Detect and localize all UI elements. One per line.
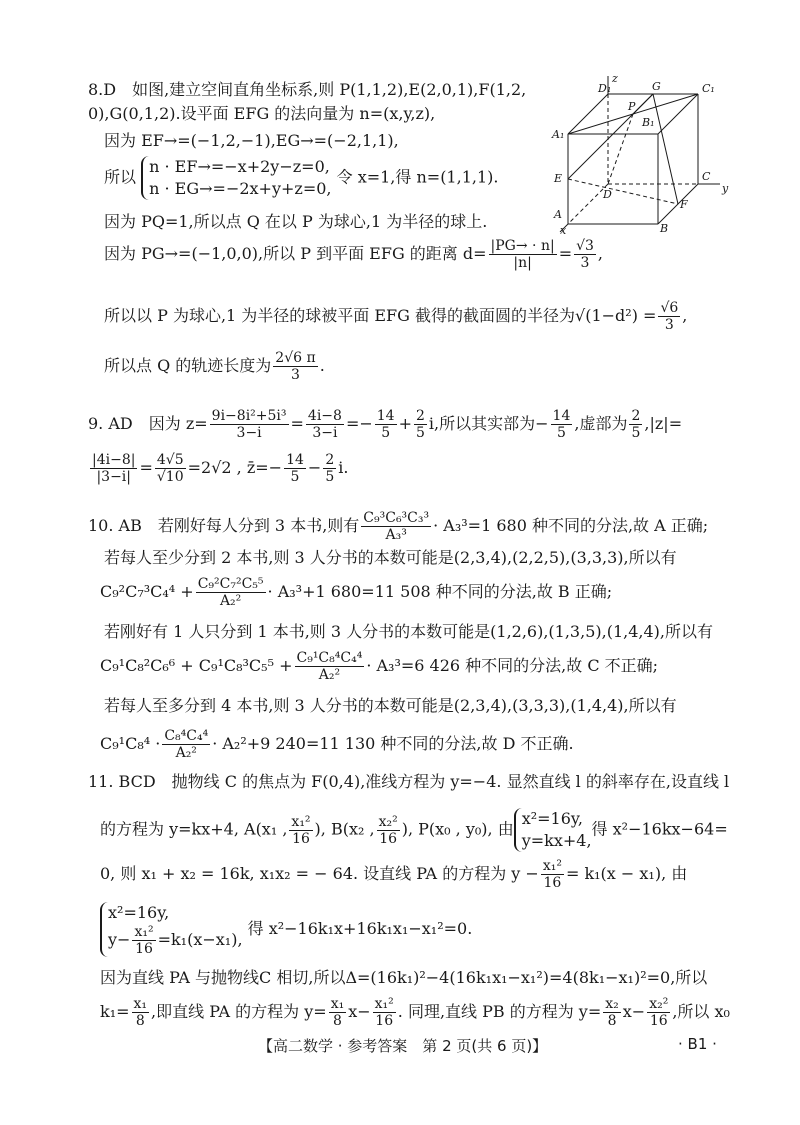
q10-frac-4: $\frac{\text{C₈⁴C₄⁴}}{\text{A₂²}}$: [164, 728, 209, 761]
q8-line-5: 因为 PQ=1,所以点 Q 在以 P 为球心,1 为半径的球上.: [104, 212, 488, 231]
q8-equation-system: [141, 156, 331, 200]
q9-frac-8: $\frac{4√5}{√10}$: [156, 452, 184, 485]
q11-system-2: x²=16y, y− $\frac{\text{x₁²}}{16}$ =k₁(x−x₁),: [100, 902, 243, 957]
q11-frac-7: $\frac{\text{x₁²}}{16}$: [374, 996, 394, 1029]
q8-eq-1: n · EF→=−x+2y−z=0,: [149, 157, 330, 176]
q11-frac-5: $\frac{\text{x₁}}{8}$: [133, 996, 148, 1029]
svg-text:A₁: A₁: [552, 128, 565, 141]
svg-text:D₁: D₁: [598, 82, 612, 95]
q10-frac-1: $\frac{\text{C₉³C₆³C₃³}}{\text{A₃³}}$: [363, 510, 430, 543]
q9-frac-4: $\frac{2}{5}$: [416, 408, 425, 441]
q9-frac-10: $\frac{2}{5}$: [325, 452, 335, 485]
q8-line-2: 0),G(0,1,2).设平面 EFG 的法向量为 n=(x,y,z),: [88, 104, 436, 123]
q9-line-1: 9. AD 因为 z= $\frac{\text{9i−8i²+5i³}}{3-i}$ = $\frac{4i-8}{3-i}$ =− $\frac{14}{5}$ + $\frac{2}{5}$ i,所以其实部为− $\frac{14}{5}$ ,虚部为 $\frac{2}{5}$ ,|z|=: [88, 408, 683, 441]
q8-length-value: $\frac{2√6 \pi}{3}$: [275, 350, 316, 383]
cube-diagram: [548, 74, 736, 234]
q8-radius-value: $\frac{√6}{3}$: [660, 300, 679, 333]
q11-frac-9: $\frac{\text{x₂²}}{16}$: [649, 996, 669, 1029]
svg-text:y: y: [722, 182, 729, 195]
q10-line-3: C₉²C₇³C₄⁴ + $\frac{\text{C₉²C₇²C₅⁵}}{\text{A₂²}}$ · A₃³+1 680=11 508 种不同的分法,故 B 正确;: [100, 576, 613, 609]
q11-system-1: x²=16y, y=kx+4,: [514, 808, 592, 852]
q8-distance-value: $\frac{√3}{3}$: [576, 238, 594, 271]
q10-frac-3: $\frac{\text{C₉¹C₈⁴C₄⁴}}{\text{A₂²}}$: [296, 650, 363, 683]
svg-text:F: F: [680, 198, 688, 211]
q9-frac-5: $\frac{14}{5}$: [552, 408, 571, 441]
q10-line-6: 若每人至多分到 4 本书,则 3 人分书的本数可能是(2,3,4),(3,3,3),(1,4,4),所以有: [104, 696, 677, 715]
svg-text:B: B: [660, 222, 669, 234]
svg-text:C: C: [702, 170, 711, 183]
q10-line-4: 若刚好有 1 人只分到 1 本书,则 3 人分书的本数可能是(1,2,6),(1,3,5),(1,4,4),所以有: [104, 622, 713, 641]
q8-let-x: 令 x=1,得 n=(1,1,1).: [336, 167, 499, 187]
q8-line-4: [104, 156, 498, 200]
q11-line-1: 11. BCD 抛物线 C 的焦点为 F(0,4),准线方程为 y=−4. 显然直线 l 的斜率存在,设直线 l: [88, 772, 730, 791]
q10-frac-2: $\frac{\text{C₉²C₇²C₅⁵}}{\text{A₂²}}$: [197, 576, 264, 609]
q8-line-1: 8.D 如图,建立空间直角坐标系,则 P(1,1,2),E(2,0,1),F(1,2,: [88, 80, 527, 99]
q10-line-7: C₉¹C₈⁴ · $\frac{\text{C₈⁴C₄⁴}}{\text{A₂²}}$ · A₂²+9 240=11 130 种不同的分法,故 D 不正确.: [100, 728, 574, 761]
q8-eq-2: n · EG→=−2x+y+z=0,: [149, 179, 332, 198]
q9-frac-1: $\frac{\text{9i−8i²+5i³}}{3-i}$: [211, 408, 287, 441]
q9-frac-7: $\frac{|4i-8|}{|3-i|}$: [92, 452, 136, 485]
q8-line-6: 因为 PG→=(−1,0,0),所以 P 到平面 EFG 的距离 d= $\frac{|PG\to \cdot n|}{|n|}$ = $\frac{√3}{3}$ ,: [104, 238, 604, 271]
q11-line-5: 因为直线 PA 与抛物线C 相切,所以Δ=(16k₁)²−4(16k₁x₁−x₁²)=4(8k₁−x₁)²=0,所以: [100, 968, 708, 987]
q8-distance-fraction: $\frac{|PG\to \cdot n|}{|n|}$: [490, 238, 555, 271]
svg-text:x: x: [560, 224, 567, 234]
svg-text:z: z: [612, 74, 618, 85]
svg-text:G: G: [652, 80, 661, 93]
cube-figure: [548, 74, 736, 234]
svg-text:E: E: [554, 172, 563, 185]
footer-title: 【高二数学 · 参考答案 第 2 页(共 6 页)】: [258, 1037, 548, 1055]
q10-line-5: C₉¹C₈²C₆⁶ + C₉¹C₈³C₅⁵ + $\frac{\text{C₉¹C₈⁴C₄⁴}}{\text{A₂²}}$ · A₃³=6 426 种不同的分法,故 C 不正确;: [100, 650, 659, 683]
q10-line-1: 10. AB 若刚好每人分到 3 本书,则有 $\frac{\text{C₉³C₆³C₃³}}{\text{A₃³}}$ · A₃³=1 680 种不同的分法,故 A 正确;: [88, 510, 709, 543]
svg-text:P: P: [628, 100, 636, 113]
q11-line-4: x²=16y, y− $\frac{\text{x₁²}}{16}$ =k₁(x−x₁), 得 x²−16k₁x+16k₁x₁−x₁²=0.: [100, 902, 472, 957]
q9-frac-3: $\frac{14}{5}$: [376, 408, 395, 441]
q11-frac-4: $\frac{\text{x₁²}}{16}$: [134, 924, 154, 957]
q9-frac-6: $\frac{2}{5}$: [631, 408, 641, 441]
footer-code: · B1 ·: [678, 1035, 717, 1053]
q11-frac-6: $\frac{\text{x₁}}{8}$: [330, 996, 345, 1029]
q9-frac-9: $\frac{14}{5}$: [286, 452, 304, 485]
q11-line-6: k₁= $\frac{\text{x₁}}{8}$ ,即直线 PA 的方程为 y= $\frac{\text{x₁}}{8}$ x− $\frac{\text{x₁²}}{16}$ . 同理,直线 PB 的方程为 y= $\frac{\text{x₂}}{8}$ x− $\frac{\text{x₂²}}{16}$ ,所以 x₀: [100, 996, 730, 1029]
svg-text:B₁: B₁: [642, 116, 655, 129]
q10-line-2: 若每人至少分到 2 本书,则 3 人分书的本数可能是(2,3,4),(2,2,5),(3,3,3),所以有: [104, 548, 677, 567]
q11-line-3: 0, 则 x₁ + x₂ = 16k, x₁x₂ = − 64. 设直线 PA 的方程为 y − $\frac{\text{x₁²}}{16}$ = k₁(x − x₁), 由: [100, 858, 688, 891]
q9-line-2: $\frac{|4i-8|}{|3-i|}$ = $\frac{4√5}{√10}$ =2√2 , z̄=− $\frac{14}{5}$ − $\frac{2}{5}$ i.: [92, 452, 349, 485]
q11-frac-8: $\frac{\text{x₂}}{8}$: [605, 996, 619, 1029]
svg-text:A: A: [554, 208, 562, 221]
q8-so-label: 所以: [104, 167, 137, 187]
svg-text:C₁: C₁: [702, 82, 715, 95]
q8-line-7: 所以以 P 为球心,1 为半径的球被平面 EFG 截得的截面圆的半径为√(1−d²) = $\frac{√6}{3}$ ,: [104, 300, 688, 333]
q11-frac-1: $\frac{\text{x₁²}}{16}$: [291, 813, 311, 847]
q11-line-2: 的方程为 y=kx+4, A(x₁ , $\frac{\text{x₁²}}{16}$ ), B(x₂ , $\frac{\text{x₂²}}{16}$ ), P(x₀ , y₀), 由 x²=16y, y=kx+4, 得 x²−16kx−64=: [100, 809, 728, 850]
q8-line-3: 因为 EF→=(−1,2,−1),EG→=(−2,1,1),: [104, 131, 399, 150]
q11-frac-2: $\frac{\text{x₂²}}{16}$: [378, 813, 398, 847]
q9-frac-2: $\frac{4i-8}{3-i}$: [307, 408, 342, 441]
q8-line-8: 所以点 Q 的轨迹长度为 $\frac{2√6 \pi}{3}$ .: [104, 350, 325, 383]
q11-frac-3: $\frac{\text{x₁²}}{16}$: [542, 858, 562, 891]
svg-text:D: D: [603, 188, 612, 201]
